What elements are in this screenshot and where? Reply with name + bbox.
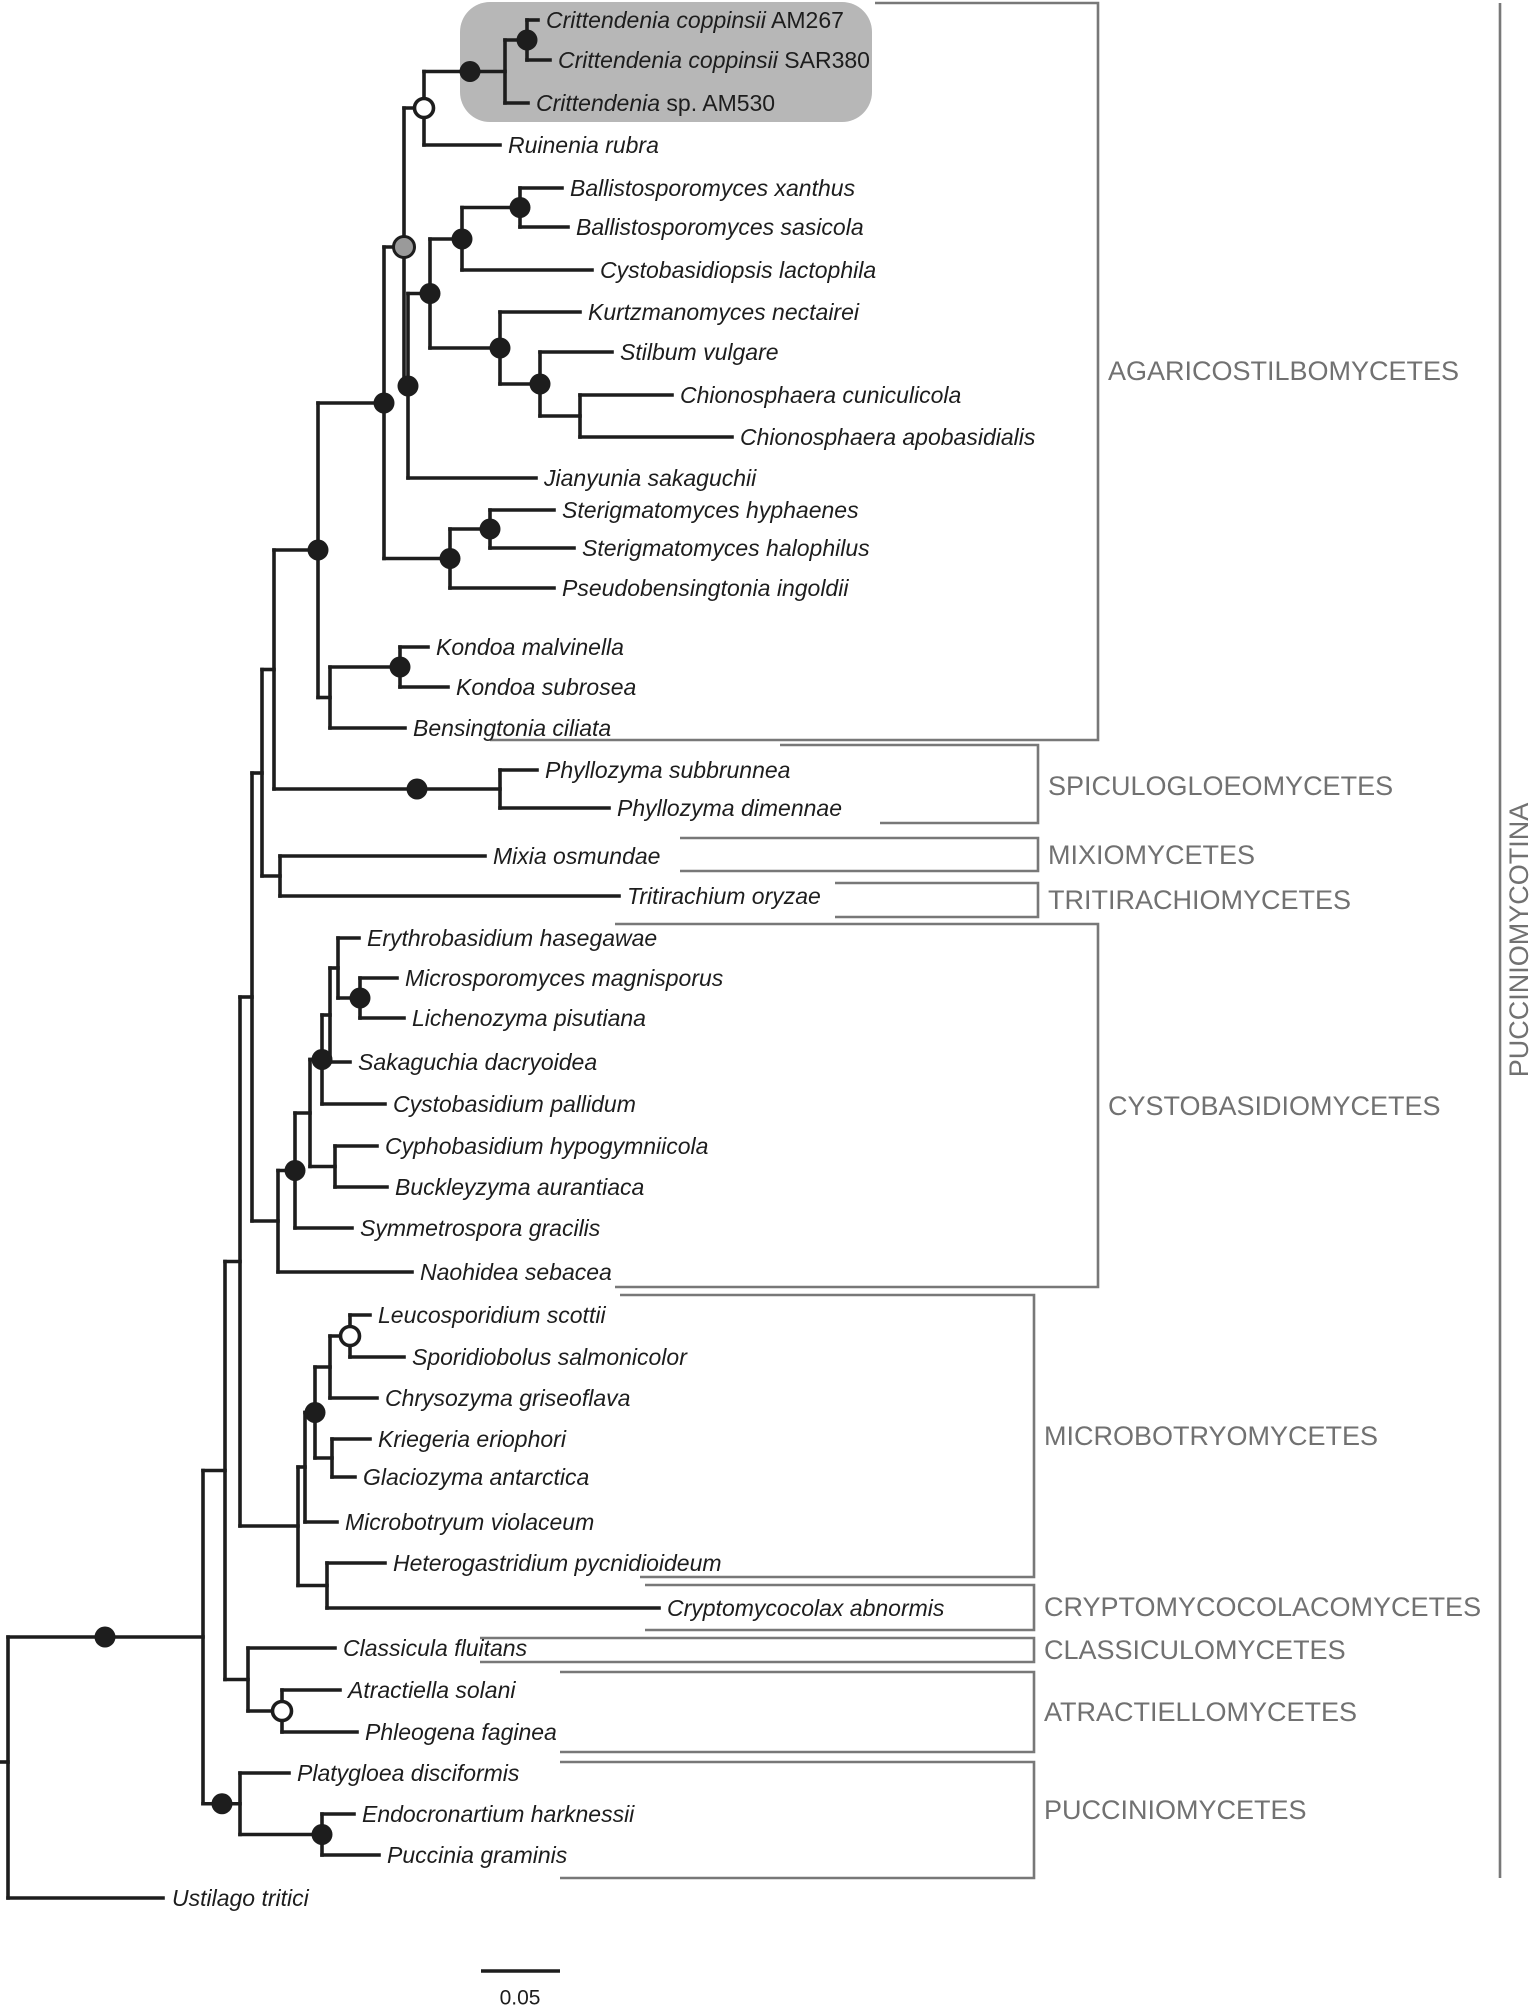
support-node-filled-icon (460, 61, 481, 82)
taxon-label: Kriegeria eriophori (378, 1426, 566, 1452)
class-label: CYSTOBASIDIOMYCETES (1108, 1091, 1441, 1121)
class-bracket (835, 883, 1038, 917)
support-node-open-icon (273, 1702, 292, 1721)
class-label: MICROBOTRYOMYCETES (1044, 1421, 1379, 1451)
support-node-open-icon (415, 99, 434, 118)
taxon-label: Ustilago tritici (172, 1885, 309, 1911)
taxon-label: Mixia osmundae (493, 843, 661, 869)
class-label: ATRACTIELLOMYCETES (1044, 1697, 1358, 1727)
taxon-label: Classicula fluitans (343, 1635, 528, 1661)
taxon-label: Ballistosporomyces sasicola (576, 214, 864, 240)
taxon-label: Buckleyzyma aurantiaca (395, 1174, 645, 1200)
taxon-label: Microbotryum violaceum (345, 1509, 595, 1535)
support-node-filled-icon (312, 1824, 333, 1845)
support-node-filled-icon (440, 548, 461, 569)
support-node-filled-icon (212, 1793, 233, 1814)
class-bracket (620, 1295, 1034, 1577)
class-label: PUCCINIOMYCETES (1044, 1795, 1307, 1825)
taxon-label: Lichenozyma pisutiana (412, 1005, 646, 1031)
taxon-label: Puccinia graminis (387, 1842, 568, 1868)
taxon-label: Cystobasidiopsis lactophila (600, 257, 877, 283)
taxon-label: Ruinenia rubra (508, 132, 659, 158)
taxon-label: Glaciozyma antarctica (363, 1464, 590, 1490)
class-label: AGARICOSTILBOMYCETES (1108, 356, 1460, 386)
class-bracket (680, 838, 1038, 871)
support-node-gray-icon (394, 237, 415, 258)
class-label: SPICULOGLOEOMYCETES (1048, 771, 1394, 801)
taxon-label: Phyllozyma dimennae (617, 795, 843, 821)
support-node-filled-icon (390, 657, 411, 678)
taxon-label: Leucosporidium scottii (378, 1302, 606, 1328)
support-node-filled-icon (517, 30, 538, 51)
class-bracket (480, 1638, 1034, 1662)
class-labels (1044, 356, 1481, 1825)
class-label: CLASSICULOMYCETES (1044, 1635, 1346, 1665)
taxon-label: Chrysozyma griseoflava (385, 1385, 631, 1411)
taxon-label: Kondoa subrosea (456, 674, 637, 700)
support-node-filled-icon (398, 376, 419, 397)
support-node-open-icon (341, 1327, 360, 1346)
taxon-label: Tritirachium oryzae (627, 883, 821, 909)
taxon-label: Phyllozyma subbrunnea (545, 757, 791, 783)
taxon-label: Symmetrospora gracilis (360, 1215, 601, 1241)
support-node-filled-icon (480, 519, 501, 540)
taxon-label: Sterigmatomyces halophilus (582, 535, 870, 561)
taxon-label: Jianyunia sakaguchii (544, 465, 757, 491)
taxon-label: Crittendenia coppinsii SAR380 (558, 47, 870, 73)
taxon-label: Cryptomycocolax abnormis (667, 1595, 945, 1621)
taxon-label: Sterigmatomyces hyphaenes (562, 497, 859, 523)
support-node-filled-icon (305, 1402, 326, 1423)
taxon-label: Heterogastridium pycnidioideum (393, 1550, 722, 1576)
taxon-label: Cyphobasidium hypogymniicola (385, 1133, 709, 1159)
support-node-filled-icon (490, 338, 511, 359)
taxon-label: Crittendenia sp. AM530 (536, 90, 776, 116)
class-label: MIXIOMYCETES (1048, 840, 1256, 870)
class-bracket (560, 1672, 1034, 1752)
support-node-filled-icon (350, 988, 371, 1009)
support-node-filled-icon (452, 229, 473, 250)
support-node-filled-icon (285, 1160, 306, 1181)
support-node-filled-icon (95, 1627, 116, 1648)
taxon-label: Platygloea disciformis (297, 1760, 520, 1786)
taxon-label: Kondoa malvinella (436, 634, 624, 660)
taxon-label: Chionosphaera cuniculicola (680, 382, 962, 408)
taxon-label: Bensingtonia ciliata (413, 715, 612, 741)
taxon-label: Naohidea sebacea (420, 1259, 612, 1285)
scale-bar-label: 0.05 (499, 1986, 541, 2010)
support-node-filled-icon (312, 1049, 333, 1070)
taxon-label: Ballistosporomyces xanthus (570, 175, 856, 201)
taxon-label: Microsporomyces magnisporus (405, 965, 724, 991)
taxon-label: Sakaguchia dacryoidea (358, 1049, 598, 1075)
taxon-label: Atractiella solani (348, 1677, 516, 1703)
taxon-label: Sporidiobolus salmonicolor (412, 1344, 687, 1370)
taxon-label: Pseudobensingtonia ingoldii (562, 575, 849, 601)
support-node-filled-icon (407, 779, 428, 800)
support-node-filled-icon (308, 540, 329, 561)
support-node-filled-icon (510, 197, 531, 218)
support-node-filled-icon (530, 374, 551, 395)
taxon-labels (172, 7, 1036, 1911)
support-node-filled-icon (420, 283, 441, 304)
taxon-label: Kurtzmanomyces nectairei (588, 299, 859, 325)
taxon-label: Stilbum vulgare (620, 339, 779, 365)
class-label: TRITIRACHIOMYCETES (1048, 885, 1352, 915)
taxon-label: Erythrobasidium hasegawae (367, 925, 658, 951)
taxon-label: Cystobasidium pallidum (393, 1091, 636, 1117)
subphylum-label: PUCCINIOMYCOTINA (1504, 802, 1534, 1078)
taxon-label: Chionosphaera apobasidialis (740, 424, 1036, 450)
class-label: CRYPTOMYCOCOLACOMYCETES (1044, 1592, 1482, 1622)
taxon-label: Phleogena faginea (365, 1719, 557, 1745)
support-node-filled-icon (374, 393, 395, 414)
taxon-label: Crittendenia coppinsii AM267 (546, 7, 844, 33)
taxon-label: Endocronartium harknessii (362, 1801, 635, 1827)
